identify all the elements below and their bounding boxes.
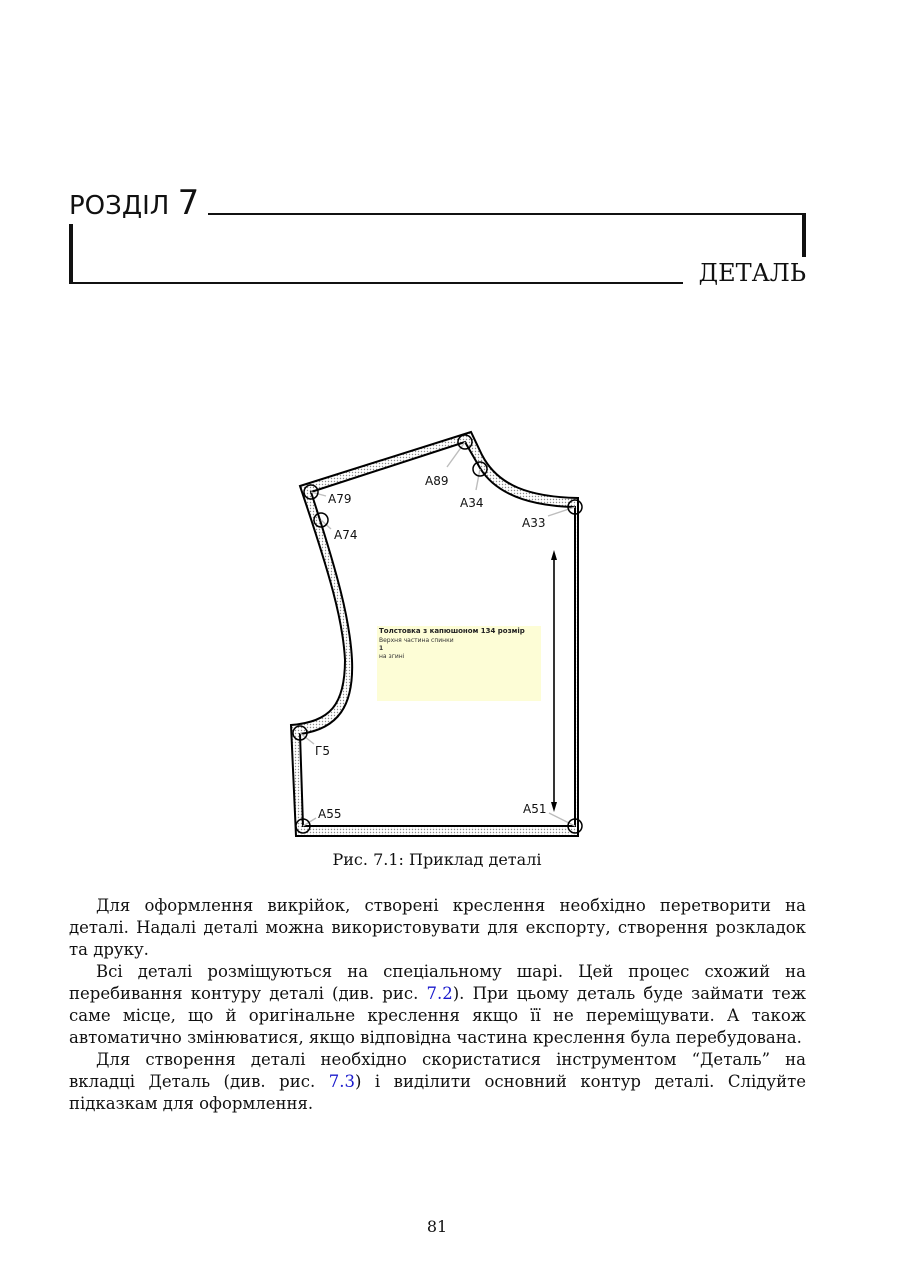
- page-number: 81: [426, 1217, 448, 1236]
- point-label-a51: A51: [523, 802, 547, 816]
- point-label-a79: A79: [328, 492, 352, 506]
- paragraph-1: Для оформлення викрійок, створені креслення необхідно перетворити на деталі. Надалі деталі можна використовувати для експорту, створення розкладок та друку.: [69, 896, 806, 959]
- paragraph-3: [69, 1049, 806, 1115]
- label-line-3: 1: [379, 645, 384, 652]
- chapter-word: РОЗДІЛ: [69, 191, 170, 221]
- paragraph-3-end: ) і виділити основний контур деталі. Слідуйте підказкам для оформлення.: [69, 1072, 807, 1113]
- chapter-number: 7: [177, 183, 200, 223]
- point-label-a34: A34: [460, 496, 484, 510]
- point-label-a33: A33: [522, 516, 546, 530]
- chapter-title: ДЕТАЛЬ: [698, 259, 806, 287]
- label-line-1: Толстовка з капюшоном 134 розмір: [379, 627, 525, 635]
- label-line-2: Верхня частина спинки: [379, 637, 454, 644]
- label-line-4: на згині: [379, 653, 405, 660]
- paragraph-2: [69, 961, 806, 1049]
- point-label-a55: A55: [318, 807, 342, 821]
- point-label-g5: Г5: [315, 744, 330, 758]
- paragraph-2-start: Всі деталі розміщуються на спеціальному шарі. Цей процес схожий на перебивання контуру деталі (див. рис.: [69, 962, 806, 1003]
- figure-link-7-2[interactable]: 7.2: [426, 984, 453, 1003]
- body-text: [69, 895, 806, 1115]
- point-label-a89: A89: [425, 474, 449, 488]
- figure-caption: Рис. 7.1: Приклад деталі: [332, 850, 542, 869]
- point-label-a74: A74: [334, 528, 358, 542]
- paragraph-2-end: ). При цьому деталь буде займати теж саме місце, що й оригінальне креслення якщо її не переміщувати. А також автоматично змінюватися, якщо відповідна частина креслення була перебудована.: [69, 984, 806, 1047]
- figure-link-7-3[interactable]: 7.3: [328, 1072, 355, 1091]
- paragraph-3-start: Для створення деталі необхідно скористатися інструментом “Деталь” на вкладці Деталь (див. рис.: [69, 1050, 806, 1091]
